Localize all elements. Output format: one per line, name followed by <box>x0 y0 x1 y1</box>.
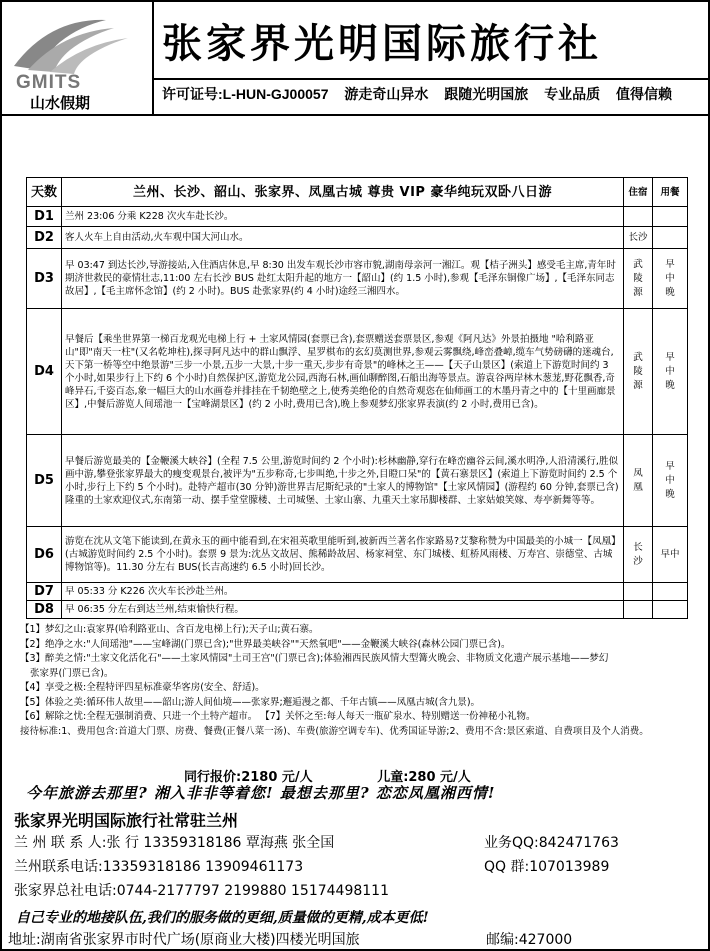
day-label: D5 <box>27 435 62 527</box>
day-label: D3 <box>27 249 62 309</box>
day-description: 早 05:33 分 K226 次火车长沙赴兰州。 <box>62 583 624 601</box>
stay-cell: 武陵源 <box>624 309 653 435</box>
note-line: 【5】体验之美:循环伟人故里——韶山;游人间仙境——张家界;邂逅漫之都、千年古镇——凤凰古城(含九景)。 <box>20 696 481 708</box>
service-motto: 自己专业的地接队伍,我们的服务做的更细,质量做的更精,成本更低! <box>16 910 429 926</box>
day-label: D4 <box>27 309 62 435</box>
note-line: 【3】醉美之情:"土家文化活化石"——土家风情园"土司王宫"(门票已含);体验湘西民族风情大型篝火晚会、非物质文化遗产展示基地——梦幻 <box>20 653 609 664</box>
table-row <box>27 601 688 619</box>
qq-group: QQ 群:107013989 <box>484 859 610 875</box>
table-row <box>27 249 688 309</box>
note-line: 【2】绝净之水:"人间瑶池"——宝峰湖(门票已含);"世界最美峡谷""天然氧吧"——金鞭溪大峡谷(森林公园门票已含)。 <box>20 638 511 650</box>
contact-row <box>14 832 619 852</box>
table-row <box>27 309 688 435</box>
child-price: 儿童:280 元/人 <box>377 770 471 785</box>
day-description: 兰州 23:06 分乘 K228 次火车赴长沙。 <box>62 207 624 227</box>
contact-persons: 兰 州 联 系 人:张 行 13359318186 覃海燕 张全国 <box>14 835 335 851</box>
stay-cell <box>624 207 653 227</box>
meal-cell: 早中晚 <box>653 309 688 435</box>
meal-cell: 早中 <box>653 527 688 583</box>
day-description: 早 06:35 分左右到达兰州,结束愉快行程。 <box>62 601 624 619</box>
logo-text: GMITS <box>16 72 82 93</box>
day-label: D8 <box>27 601 62 619</box>
itinerary-table <box>26 177 688 619</box>
stay-cell: 凤凰 <box>624 435 653 527</box>
stay-cell <box>624 601 653 619</box>
contact-row <box>14 856 610 876</box>
day-description: 早餐后【乘坐世界第一梯百龙观光电梯上行 + 土家风情园(套票已含),套票赠送套票景区,参观《阿凡达》外景拍摄地 "哈利路亚山"即"南天一柱"(又名乾坤柱),探寻阿凡达中的群山飘浮、星罗棋布的玄幻莫测世界,参观云雾飘绕,峰峦叠嶂,缆车气势磅礴的迷魂台,天下第一桥等空中绝景游"三步一小景,五步一大景,十步一重天,步步有奇景"的峰林之王——【天子山景区】(索道上下游览时间约 3 个小时,如果步行上下约 6 个小时)自然保护区,游览龙公园,西海石林,画仙聊醉图,石船出海等景点。游袁谷两岸林木葱茏,野花飘香,奇峰异石,千姿百态,象一幅巨大的山水画卷并排挂在千韧绝壁之上,使秀美绝伦的自然奇观恣在仙师画工的木墨丹青之中的【十里画廊景区】,中餐后游览人间瑶池一【宝峰湖景区】(约 2 小时,费用已含),晚上参观梦幻张家界表演(约 2 小时,费用已含)。 <box>62 309 624 435</box>
tagline: 跟随光明国旅 <box>444 86 529 102</box>
day-label: D7 <box>27 583 62 601</box>
logo-subtitle: 山水假期 <box>30 94 91 112</box>
note-line: 【4】享受之极:全程特评四星标准豪华客房(安全、舒适)。 <box>20 682 265 693</box>
title-underline <box>152 78 708 80</box>
header-stay: 住宿 <box>624 178 653 207</box>
hq-phone: 张家界总社电话:0744-2177797 2199880 15174498111 <box>14 883 389 899</box>
day-label: D1 <box>27 207 62 227</box>
meal-cell: 早中晚 <box>653 435 688 527</box>
stay-cell: 长沙 <box>624 227 653 249</box>
day-label: D2 <box>27 227 62 249</box>
day-description: 游览在沈从文笔下能读到,在黄永玉的画中能看到,在宋祖英歌里能听到,被新西兰著名作家路易?艾黎称赞为中国最美的小城一【凤凰】(古城游览时间约 2.5 个小时)。套票 9 景为:沈丛文故居、熊稀龄故居、杨家祠堂、东门城楼、虹桥风雨楼、万寿宫、崇德堂、古城博物馆等)。11.30 分左右 BUS(长吉高速约 6.5 小时)回长沙。 <box>62 527 624 583</box>
agency-title: 张家界光明国际旅行社 <box>162 20 602 67</box>
table-row <box>27 207 688 227</box>
day-description: 早 03:47 到达长沙,导游接站,入住酒店休息,早 8:30 出发车观长沙市容市貌,湖南母亲河一湘江。观【桔子洲头】感受毛主席,青年时期济世救民的豪情壮志,11:00 左右长沙 BUS 赴红太阳升起的地方一【韶山】(约 1.5 小时),参观【毛泽东铜像广场】,【毛泽东同志故居】,【毛主席怀念馆】(约 2 小时)。BUS 赴张家界(约 4 小时)途经三湘四水。 <box>62 249 624 309</box>
adult-price: 同行报价:2180 元/人 <box>184 770 313 785</box>
table-row <box>27 435 688 527</box>
day-description: 客人火车上自由活动,火车观中国大河山水。 <box>62 227 624 249</box>
address-bar <box>2 926 708 949</box>
header-route: 兰州、长沙、韶山、张家界、凤凰古城 尊贵 VIP 豪华纯玩双卧八日游 <box>62 178 624 207</box>
header <box>2 2 708 114</box>
stay-cell: 长沙 <box>624 527 653 583</box>
stay-cell: 武陵源 <box>624 249 653 309</box>
stay-cell <box>624 583 653 601</box>
office-name: 张家界光明国际旅行社常驻兰州 <box>14 811 239 830</box>
header-meal: 用餐 <box>653 178 688 207</box>
table-row <box>27 527 688 583</box>
meal-cell <box>653 227 688 249</box>
tagline: 专业品质 <box>544 86 601 102</box>
table-row <box>27 583 688 601</box>
header-divider-bottom <box>2 114 708 116</box>
note-line: 【1】梦幻之山:袁家界(哈利路亚山、含百龙电梯上行);天子山;黄石寨。 <box>20 624 319 635</box>
table-header-row <box>27 178 688 207</box>
note-line: 【6】解除之忧:全程无强制消费、只进一个土特产超市。 【7】关怀之至:每人每天一瓶矿泉水、特别赠送一份神秘小礼物。 <box>20 711 536 722</box>
contact-row <box>14 880 389 900</box>
license-row <box>162 84 684 104</box>
address-text: 地址:湖南省张家界市时代广场(原商业大楼)四楼光明国旅 <box>8 932 360 948</box>
tagline: 游走奇山异水 <box>344 86 429 102</box>
day-description: 早餐后游览最美的【金鞭溪大峡谷】(全程 7.5 公里,游览时间约 2 个小时):杉林幽静,穿行在峰峦幽谷云间,溪水明净,人沿清溪行,胜似画中游,攀登张家界最大的瘦变观景台,被评为"五步称奇,七步叫绝,十步之外,目瞪口呆"的【黄石寨景区】(索道上下游览时间约 2.5 个小时,步行上下约 5 个小时)。赴特产超市(30 分钟)游世界吉尼斯纪录的"土家人的博物馆"【土家风情园】(游程约 60 分钟,套票已含)隆重的土家欢迎仪式,东南第一动、摆手堂堂朦楼、土司城堡、土家山寨、九重天土家吊脚楼群、土家姑娘笑嫁、寿亭新舞等等。 <box>62 435 624 527</box>
meal-cell: 早中晚 <box>653 249 688 309</box>
note-line: 张家界(门票已含)。 <box>30 667 114 679</box>
day-label: D6 <box>27 527 62 583</box>
note-line: 接待标准:1、费用包含:首道大门票、房费、餐费(正餐八菜一汤)、车费(旅游空调专车)、优秀国证导游;2、费用不含:景区索道、自费项目及个人消费。 <box>20 725 649 737</box>
meal-cell <box>653 601 688 619</box>
header-divider <box>152 2 154 114</box>
postcode: 邮编:427000 <box>486 932 573 948</box>
tagline: 值得信赖 <box>616 86 673 102</box>
meal-cell <box>653 583 688 601</box>
qq-business: 业务QQ:842471763 <box>484 835 619 851</box>
header-day: 天数 <box>27 178 62 207</box>
table-row <box>27 227 688 249</box>
license-number: 许可证号:L-HUN-GJ00057 <box>162 86 329 102</box>
phone-numbers: 兰州联系电话:13359318186 13909461173 <box>14 859 304 875</box>
promo-slogan: 今年旅游去那里? 湘入非非等着您! 最想去那里? 恋恋凤凰湘西情! <box>26 784 496 802</box>
meal-cell <box>653 207 688 227</box>
feature-notes <box>20 623 700 739</box>
